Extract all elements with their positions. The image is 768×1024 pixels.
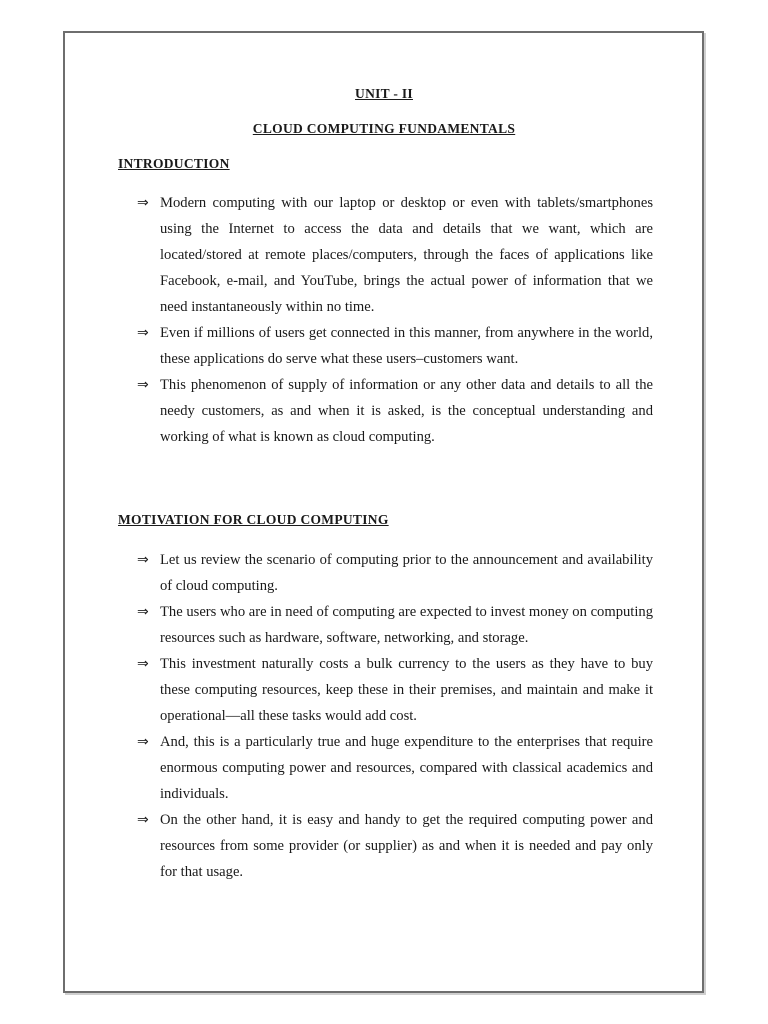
double-arrow-icon: ⇒	[137, 734, 149, 750]
list-item	[137, 651, 653, 729]
bullet-text: And, this is a particularly true and huge expenditure to the enterprises that require enormous computing power and resources, compared with classical academics and individuals.	[160, 734, 653, 802]
bullet-text: This phenomenon of supply of information or any other data and details to all the needy customers, as and when it is asked, is the conceptual understanding and working of what is known as cloud computing.	[160, 377, 653, 445]
double-arrow-icon: ⇒	[137, 604, 149, 620]
double-arrow-icon: ⇒	[137, 812, 149, 828]
list-item	[137, 320, 653, 372]
double-arrow-icon: ⇒	[137, 377, 149, 393]
list-item	[137, 372, 653, 450]
list-item	[137, 729, 653, 807]
double-arrow-icon: ⇒	[137, 325, 149, 341]
double-arrow-icon: ⇒	[137, 656, 149, 672]
bullet-text: Modern computing with our laptop or desktop or even with tablets/smartphones using the Internet to access the data and details that we want, which are located/stored at remote places/computers, through the faces of applications like Facebook, e-mail, and YouTube, brings the actual power of information that we need instantaneously within no time.	[160, 195, 653, 315]
introduction-heading: INTRODUCTION	[118, 156, 230, 171]
bullet-text: On the other hand, it is easy and handy to get the required computing power and resources from some provider (or supplier) as and when it is needed and pay only for that usage.	[160, 812, 653, 880]
unit-title: UNIT - II	[355, 86, 413, 101]
double-arrow-icon: ⇒	[137, 552, 149, 568]
double-arrow-icon: ⇒	[137, 195, 149, 211]
motivation-heading: MOTIVATION FOR CLOUD COMPUTING	[118, 512, 389, 527]
motivation-bullet-list	[137, 547, 653, 885]
document-title: CLOUD COMPUTING FUNDAMENTALS	[252, 121, 516, 136]
bullet-text: The users who are in need of computing are expected to invest money on computing resources such as hardware, software, networking, and storage.	[160, 604, 653, 646]
bullet-text: This investment naturally costs a bulk currency to the users as they have to buy these computing resources, keep these in their premises, and maintain and make it operational—all these tasks would add cost.	[160, 656, 653, 724]
list-item	[137, 599, 653, 651]
bullet-text: Even if millions of users get connected in this manner, from anywhere in the world, these applications do serve what these users–customers want.	[160, 325, 653, 367]
list-item	[137, 807, 653, 885]
list-item	[137, 547, 653, 599]
introduction-bullet-list	[137, 190, 653, 450]
bullet-text: Let us review the scenario of computing prior to the announcement and availability of cloud computing.	[160, 552, 653, 594]
list-item	[137, 190, 653, 320]
